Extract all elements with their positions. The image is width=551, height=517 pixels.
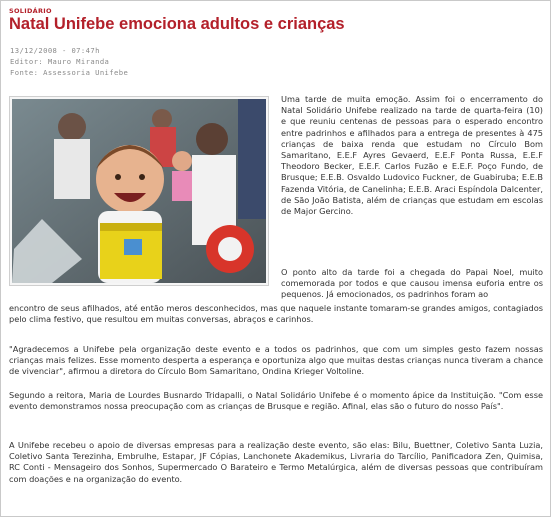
paragraph-intro: Uma tarde de muita emoção. Assim foi o encerramento do Natal Solidário Unifebe realizado na tarde de quarta-feira (10) e que reuniu centenas de pessoas para o esperado encontro entre padrinhos e afilhados para a entrega de presentes à 475 crianças de baixa renda que estudam no Círculo Bom Samaritano, E.E.F Ayres Gevaerd, E.E.F Ponta Russa, E.E.F Theodoro Becker, E.E.F. Carlos Fuzão e E.E.F. Poço Fundo, de Brusque; E.E.B. Osvaldo Ludovico Fuckner, de Guabiruba; E.E.B Fazenda Vitória, de Canelinha; E.E.B. Araci Espíndola Dalcenter, de São João Batista, além de crianças que estudam em escolas de Major Gercino. — [281, 94, 543, 217]
paragraph-santa-cont: encontro de seus afilhados, até então meros desconhecidos, mas que naquele instante tomaram-se grandes amigos, contagiados pelo clima festivo, que resultou em muitas conversas, abraços e carinhos. — [9, 303, 543, 325]
editor-credit: Editor: Mauro Miranda — [10, 57, 110, 66]
section-kicker: SOLIDÁRIO — [9, 7, 52, 15]
photo-illustration — [12, 99, 266, 283]
article-meta — [10, 45, 128, 78]
publish-date: 13/12/2008 - 07:47h — [10, 46, 100, 55]
paragraph-sponsors: A Unifebe recebeu o apoio de diversas empresas para a realização deste evento, são elas: Bilu, Buettner, Coletivo Santa Luzia, Coletivo Santa Terezinha, Embrulhe, Estapar, JF Cópias, Lanchonete Akademikus, Livraria do Tarcílio, Panificadora Zen, Quimisa, RC Conti - Mensageiro dos Sonhos, Supermercado O Barateiro e Termo Metalúrgica, além de diversas pessoas que contribuíram com doações e na organização do evento. — [9, 440, 543, 484]
article-title: Natal Unifebe emociona adultos e crianças — [9, 15, 345, 33]
paragraph-quote-director: "Agradecemos a Unifebe pela organização deste evento e a todos os padrinhos, que com um simples gesto fazem nossas crianças mais felizes. Esse momento desperta a esperança e oportuniza algo que muitas destas crianças nunca tiveram a chance de vivenciar", afirmou a diretora do Círculo Bom Samaritano, Ondina Krieger Voltoline. — [9, 344, 543, 377]
paragraph-quote-rector: Segundo a reitora, Maria de Lourdes Busnardo Tridapalli, o Natal Solidário Unifebe é o momento ápice da Instituição. "Com esse evento demonstramos nossa preocupação com as crianças de Brusque e região. Afinal, elas são o futuro do nosso País". — [9, 390, 543, 412]
paragraph-santa-start: O ponto alto da tarde foi a chegada do Papai Noel, muito comemorada por todos e que causou imensa euforia entre os pequenos. Já emocionados, os padrinhos foram ao — [281, 267, 543, 300]
article-photo — [9, 96, 269, 286]
source-credit: Fonte: Assessoria Unifebe — [10, 68, 129, 77]
